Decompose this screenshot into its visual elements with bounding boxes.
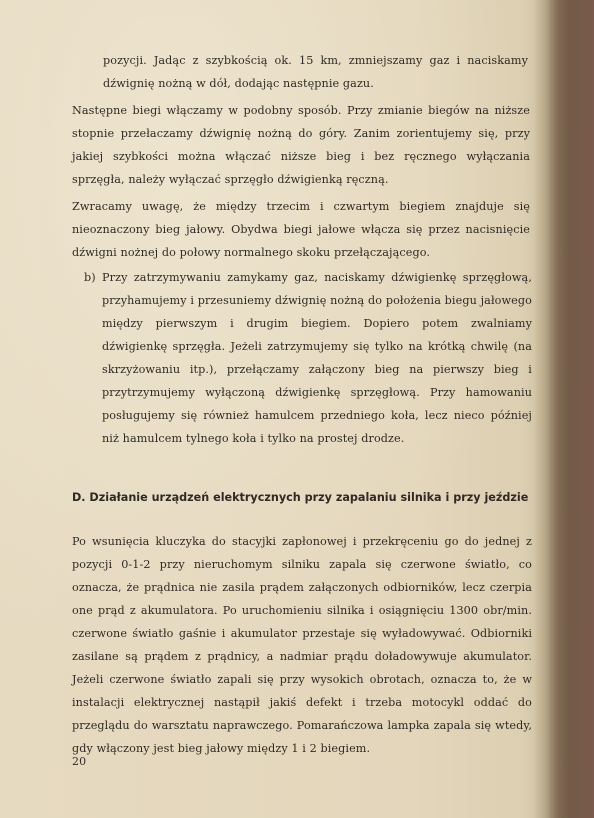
spine-shadow	[534, 0, 594, 818]
paragraph-3: Zwracamy uwagę, że między trzecim i czwartym biegiem znajduje się nieoznaczony bieg jałowy. Obydwa biegi jałowe włącza się przez nacisnięcie dźwigni nożnej do połowy normalnego skoku przełączającego.	[72, 200, 530, 259]
section-d-paragraph: Po wsunięcia kluczyka do stacyjki zapłonowej i przekręceniu go do jednej z pozycji 0-1-2 przy nieruchomym silniku zapala się czerwone światło, co oznacza, że prądnica nie zasila prądem załączonych odbiorników, lecz czerpia one prąd z akumulatora. Po uruchomieniu silnika i osiągnięciu 1300 obr/min. czerwone światło gaśnie i akumulator przestaje się wyładowywać. Odbiorniki zasilane są prądem z prądnicy, a nadmiar prądu doładowywuje akumulator. Jeżeli czerwone światło zapali się przy wysokich obrotach, oznacza to, że w instalacji elektrycznej nastąpił jakiś defekt i trzeba motocykl oddać do przeglądu do warsztatu naprawczego. Pomarańczowa lampka zapala się wtedy, gdy włączony jest bieg jałowy między 1 i 2 biegiem.	[72, 535, 532, 755]
paragraph-2: Następne biegi włączamy w podobny sposób. Przy zmianie biegów na niższe stopnie przełaczamy dźwignię nożną do góry. Zanim zorientujemy się, przy jakiej szybkości można włączać niższe bieg i bez ręcznego wyłączania sprzęgła, należy wyłączać sprzęgło dźwigienką ręczną.	[72, 104, 530, 186]
page-number: 20	[72, 755, 87, 768]
section-d-heading: D. Działanie urządzeń elektrycznych przy zapalaniu silnika i przy jeździe	[72, 491, 529, 504]
list-item-label: b)	[84, 271, 96, 284]
list-item-text: Przy zatrzymywaniu zamykamy gaz, naciskamy dźwigienkę sprzęgłową, przyhamujemy i przesuniemy dźwignię nożną do położenia biegu jałowego między pierwszym i drugim biegiem. Dopiero potem zwalniamy dźwigienkę sprzęgła. Jeżeli zatrzymujemy się tylko na krótką chwilę (na skrzyżowaniu itp.), przełączamy załączony bieg na pierwszy bieg i przytrzymujemy wyłączoną dźwigienkę sprzęgłową. Przy hamowaniu posługujemy się również hamulcem przedniego koła, lecz nieco później niż hamulcem tylnego koła i tylko na prostej drodze.	[102, 271, 532, 445]
paragraph-1: pozycji. Jadąc z szybkością ok. 15 km, zmniejszamy gaz i naciskamy dźwignię nożną w dół, dodając następnie gazu.	[103, 54, 528, 90]
